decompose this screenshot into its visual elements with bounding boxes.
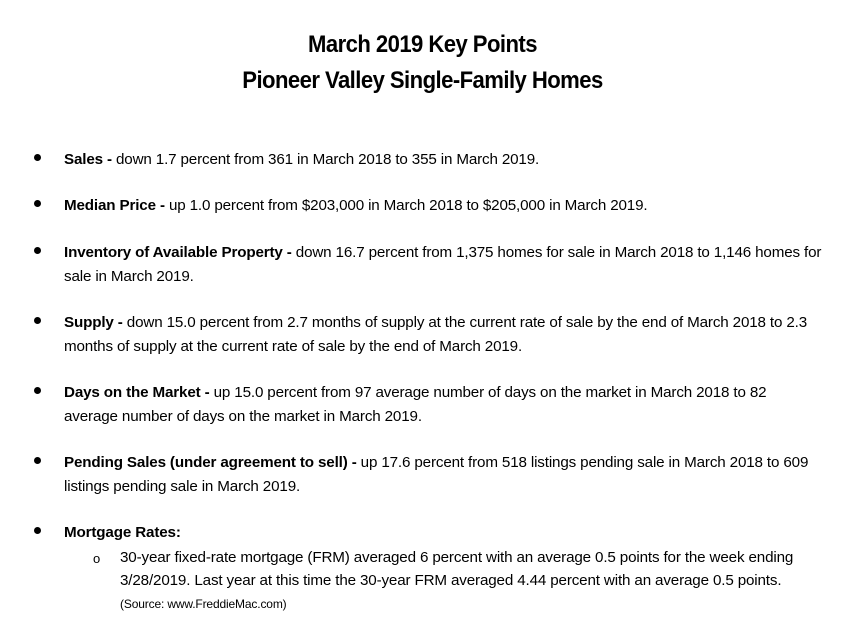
sub-bullet-icon: o: [93, 551, 101, 566]
mortgage-source: (Source: www.FreddieMac.com): [120, 597, 287, 611]
point-text: up 15.0 percent from 97 average number of days on the market in March 2018 to 82 average number of days on the market in March 2019.: [64, 384, 767, 425]
point-text: down 15.0 percent from 2.7 months of supply at the current rate of sale by the end of March 2018 to 2.3 months of supply at the current rate of sale by the end of March 2019.: [64, 314, 807, 355]
title-line-2: Pioneer Valley Single-Family Homes: [242, 67, 603, 94]
bullet-icon: [34, 200, 41, 207]
title-line-1: March 2019 Key Points: [308, 31, 537, 58]
bullet-icon: [34, 247, 41, 254]
bullet-icon: [34, 387, 41, 394]
point-text: up 1.0 percent from $203,000 in March 2018 to $205,000 in March 2019.: [164, 197, 648, 214]
bullet-icon: [34, 457, 41, 464]
point-label: Sales -: [64, 151, 112, 168]
point-label: Mortgage Rates:: [64, 524, 181, 541]
point-label: Supply -: [64, 314, 123, 331]
mortgage-detail: [120, 546, 820, 616]
point-label: Median Price -: [64, 197, 165, 214]
bullet-icon: [34, 154, 41, 161]
bullet-icon: [34, 317, 41, 324]
point-label: Inventory of Available Property -: [64, 244, 292, 261]
point-text: down 1.7 percent from 361 in March 2018 to 355 in March 2019.: [111, 151, 540, 168]
point-text: down 16.7 percent from 1,375 homes for sale in March 2018 to 1,146 homes for sale in March 2019.: [64, 244, 822, 285]
point-label: Days on the Market -: [64, 384, 210, 401]
point-text: up 17.6 percent from 518 listings pending sale in March 2018 to 609 listings pending sale in March 2019.: [64, 454, 809, 495]
point-label: Pending Sales (under agreement to sell) -: [64, 454, 357, 471]
mortgage-text: 30-year fixed-rate mortgage (FRM) averaged 6 percent with an average 0.5 points for the week ending 3/28/2019. Last year at this time the 30-year FRM averaged 4.44 percent with an average 0.5 points.: [120, 549, 794, 589]
bullet-icon: [34, 527, 41, 534]
